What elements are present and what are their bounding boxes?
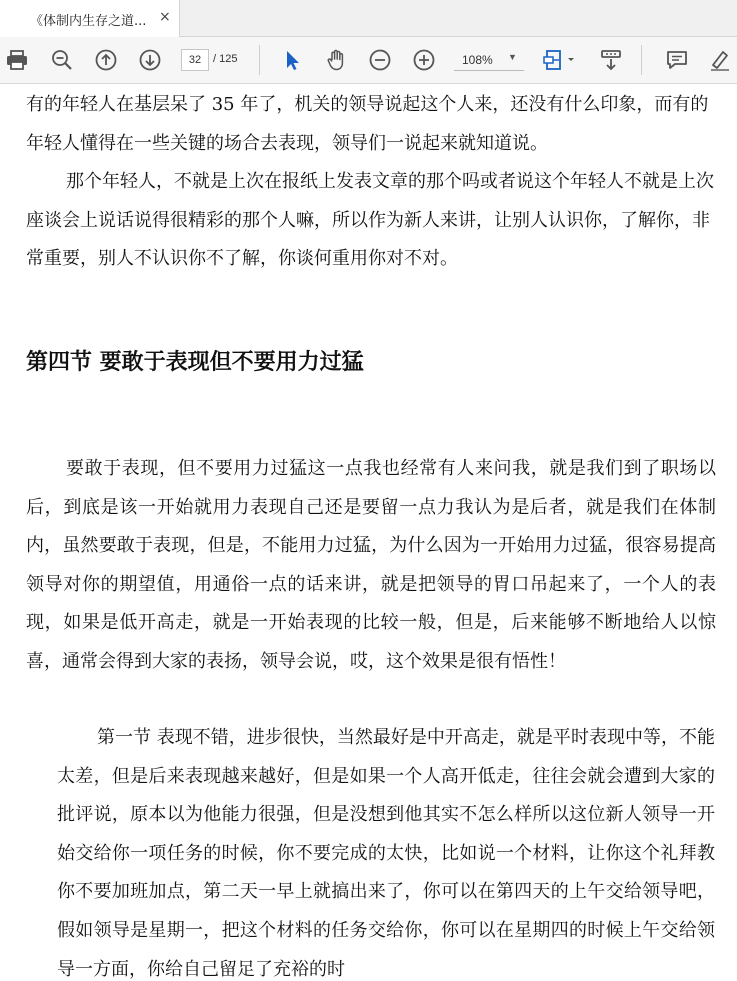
paragraph: 有的年轻人在基层呆了 35 年了，机关的领导说起这个人来，还没有什么印象，而有的年轻人懂得在一些关键的场合去表现，领导们一说起来就知道说。 (26, 94, 709, 154)
close-tab-icon[interactable]: × (159, 9, 171, 25)
fit-page-icon[interactable] (543, 48, 579, 72)
next-page-icon[interactable] (138, 48, 162, 72)
chevron-down-icon: ▼ (508, 52, 517, 62)
page-total: / 125 (213, 53, 238, 65)
comment-icon[interactable] (665, 48, 689, 72)
prev-page-icon[interactable] (94, 48, 118, 72)
toolbar-divider (259, 45, 260, 75)
highlight-pen-icon[interactable] (708, 48, 732, 72)
section-heading: 第四节 要敢于表现但不要用力过猛 (26, 350, 364, 375)
hand-icon[interactable] (324, 48, 348, 72)
toolbar-divider (641, 45, 642, 75)
paragraph: 那个年轻人，不就是上次在报纸上发表文章的那个吗或者说这个年轻人不就是上次座谈会上说话说得很精彩的那个人嘛，所以作为新人来讲，让别人认识你，了解你，非常重要，别人不认识你不了解，你谈何重用你对不对。 (26, 171, 714, 270)
select-cursor-icon[interactable] (280, 48, 304, 72)
document-tab[interactable] (0, 0, 180, 37)
paragraph: 第一节 表现不错，进步很快，当然最好是中开高走，就是平时表现中等，不能太差，但是后来表现越来越好，但是如果一个人高开低走，往往会就会遭到大家的批评说，原本以为他能力很强，但是没想到他其实不怎么样所以这位新人领导一开始交给你一项任务的时候，你不要完成的太快，比如说一个材料，让你这个礼拜教你不要加班加点，第二天一早上就搞出来了，你可以在第四天的上午交给领导吧，假如领导是星期一，把这个材料的任务交给你，你可以在星期四的时候上午交给领导一方面，你给自己留足了充裕的时 (57, 727, 715, 980)
zoom-select[interactable] (454, 49, 524, 71)
print-icon[interactable] (5, 48, 29, 72)
zoom-minus-icon[interactable] (368, 48, 392, 72)
scroll-mode-icon[interactable] (599, 48, 623, 72)
zoom-value: 108% (462, 53, 493, 67)
tab-bar (0, 0, 737, 37)
toolbar (0, 37, 737, 84)
paragraph: 要敢于表现，但不要用力过猛这一点我也经常有人来问我，就是我们到了职场以后，到底是该一开始就用力表现自己还是要留一点力我认为是后者，就是我们在体制内，虽然要敢于表现，但是，不能用力过猛，为什么因为一开始用力过猛，很容易提高领导对你的期望值，用通俗一点的话来讲，就是把领导的胃口吊起来了，一个人的表现，如果是低开高走，就是一开始表现的比较一般，但是，后来能够不断地给人以惊喜，通常会得到大家的表扬，领导会说，哎，这个效果是很有悟性！ (26, 458, 716, 672)
zoom-plus-icon[interactable] (412, 48, 436, 72)
tab-title[interactable]: 《体制内生存之道... (30, 14, 147, 29)
zoom-out-page-icon[interactable] (50, 48, 74, 72)
document-page[interactable] (0, 84, 737, 981)
page-number-input[interactable]: 32 (181, 49, 209, 71)
